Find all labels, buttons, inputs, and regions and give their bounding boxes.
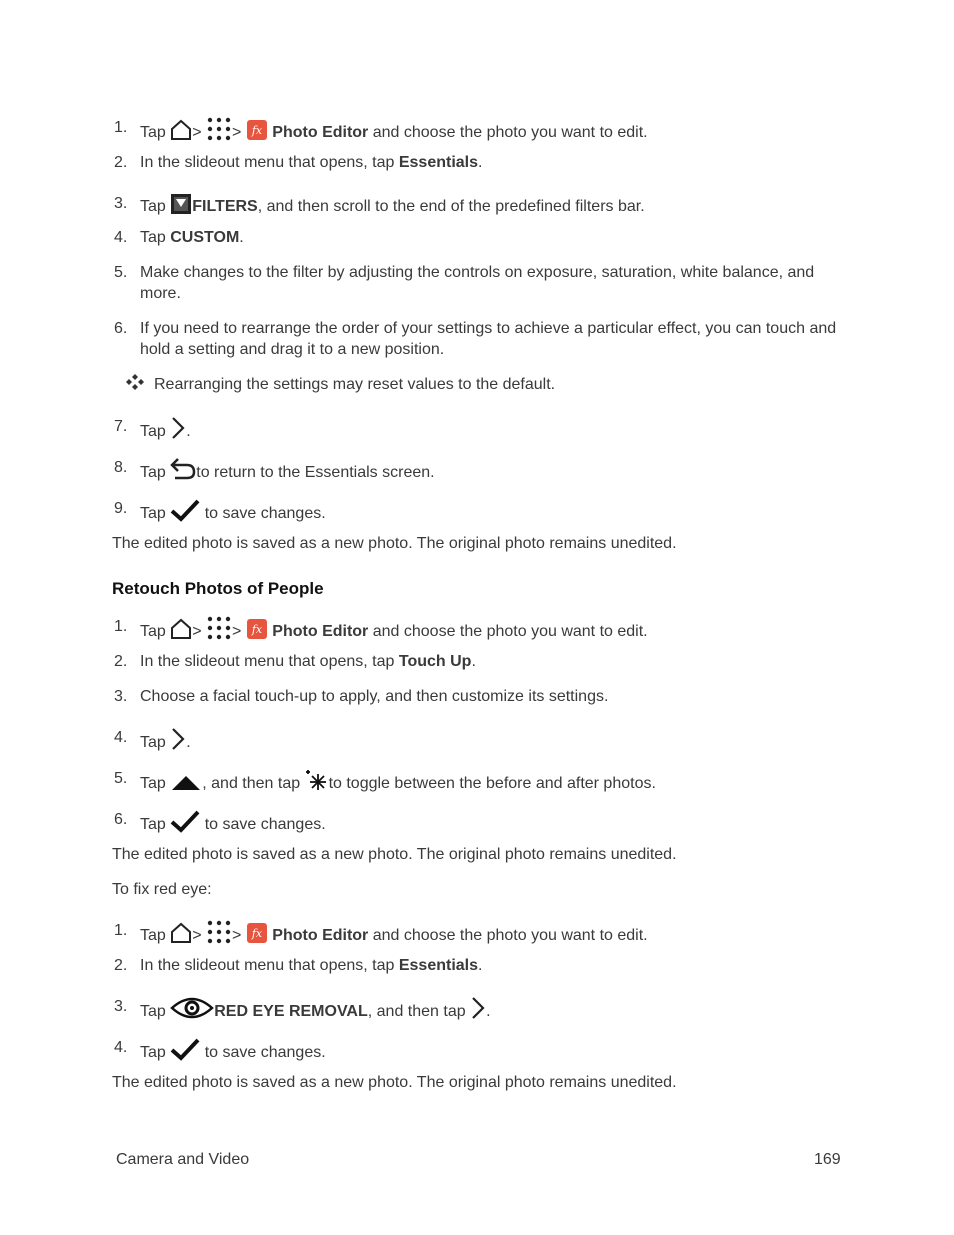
eye-icon: [170, 996, 214, 1020]
result-paragraph: The edited photo is saved as a new photo. The original photo remains unedited.: [112, 1074, 677, 1091]
svg-text:fx: fx: [251, 623, 262, 636]
back-arrow-icon: [170, 457, 196, 481]
checkmark-icon: [170, 498, 200, 522]
triangle-up-icon: [170, 774, 202, 792]
chevron-right-icon: [170, 727, 186, 751]
sparkle-icon: [305, 768, 329, 792]
checkmark-icon: [170, 1037, 200, 1061]
photo-editor-app-icon: [246, 618, 268, 640]
home-icon: [170, 618, 192, 640]
section-heading: Retouch Photos of People: [112, 579, 324, 598]
photo-editor-app-icon: [246, 922, 268, 944]
apps-grid-icon: [206, 117, 232, 141]
step-number: 1.: [114, 119, 128, 136]
apps-grid-icon: [206, 616, 232, 640]
home-icon: [170, 922, 192, 944]
step-text: Tap: [140, 124, 166, 141]
diamond-bullet-icon: [126, 374, 144, 390]
result-paragraph: The edited photo is saved as a new photo. The original photo remains unedited.: [112, 846, 677, 863]
page-number: 169: [814, 1151, 841, 1168]
svg-text:fx: fx: [251, 927, 262, 940]
result-paragraph: The edited photo is saved as a new photo. The original photo remains unedited.: [112, 535, 677, 552]
photo-editor-app-icon: [246, 119, 268, 141]
filters-icon: [170, 193, 192, 215]
checkmark-icon: [170, 809, 200, 833]
red-eye-intro: To fix red eye:: [112, 881, 212, 898]
footer-chapter: Camera and Video: [116, 1151, 250, 1168]
apps-grid-icon: [206, 920, 232, 944]
chevron-right-icon: [470, 996, 486, 1020]
svg-text:fx: fx: [251, 124, 262, 137]
home-icon: [170, 119, 192, 141]
chevron-right-icon: [170, 416, 186, 440]
